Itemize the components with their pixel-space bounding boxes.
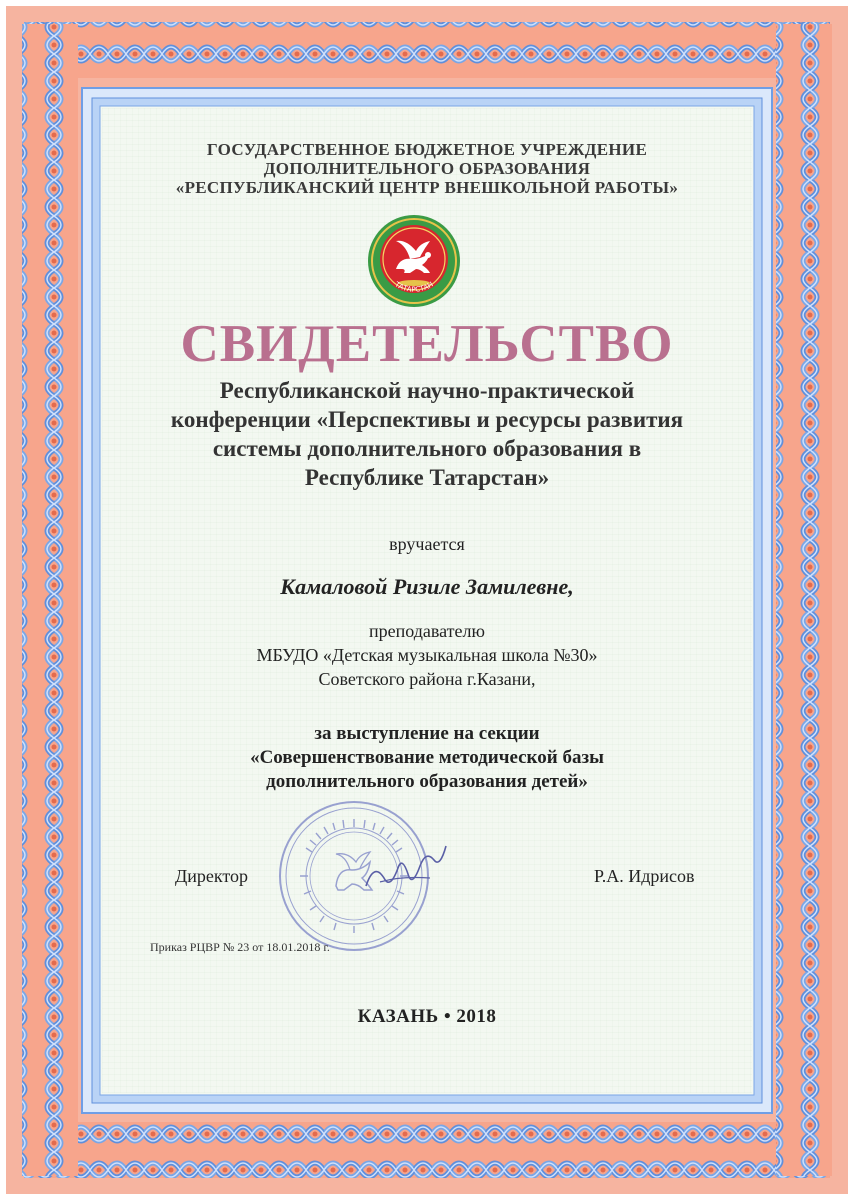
emblem-caption: ТАТАРСТАН bbox=[393, 280, 435, 294]
director-label: Директор bbox=[175, 866, 249, 886]
recipient-school: МБУДО «Детская музыкальная школа №30» bbox=[256, 645, 598, 665]
organization-header bbox=[0, 140, 854, 197]
section-line-1: «Совершенствование методической базы bbox=[250, 747, 604, 768]
city-year: КАЗАНЬ • 2018 bbox=[357, 1006, 497, 1027]
organization-line-1: ГОСУДАРСТВЕННОЕ БЮДЖЕТНОЕ УЧРЕЖДЕНИЕ bbox=[206, 140, 648, 159]
conference-line-2: конференции «Перспективы и ресурсы развития bbox=[170, 407, 684, 432]
tatarstan-emblem-icon bbox=[366, 213, 462, 309]
order-reference: Приказ РЦВР № 23 от 18.01.2018 г. bbox=[150, 940, 330, 954]
presented-to-label: вручается bbox=[389, 534, 465, 554]
recipient-details bbox=[0, 619, 854, 691]
conference-line-4: Республике Татарстан» bbox=[304, 465, 550, 490]
organization-line-2: ДОПОЛНИТЕЛЬНОГО ОБРАЗОВАНИЯ bbox=[263, 159, 591, 178]
section-label: за выступление на секции bbox=[314, 723, 540, 744]
signature-icon bbox=[360, 838, 450, 898]
conference-line-3: системы дополнительного образования в bbox=[212, 436, 642, 461]
section-line-2: дополнительного образования детей» bbox=[266, 771, 588, 792]
recipient-name: Камаловой Ризиле Замилевне, bbox=[280, 574, 574, 599]
conference-line-1: Республиканской научно-практической bbox=[219, 378, 635, 403]
organization-line-3: «РЕСПУБЛИКАНСКИЙ ЦЕНТР ВНЕШКОЛЬНОЙ РАБОТЫ» bbox=[175, 178, 679, 197]
certificate-title: СВИДЕТЕЛЬСТВО bbox=[180, 315, 674, 373]
director-name: Р.А. Идрисов bbox=[594, 866, 695, 886]
section-block bbox=[0, 722, 854, 794]
conference-name bbox=[127, 376, 727, 492]
recipient-position: преподавателю bbox=[369, 621, 485, 641]
recipient-district: Советского района г.Казани, bbox=[318, 669, 536, 689]
